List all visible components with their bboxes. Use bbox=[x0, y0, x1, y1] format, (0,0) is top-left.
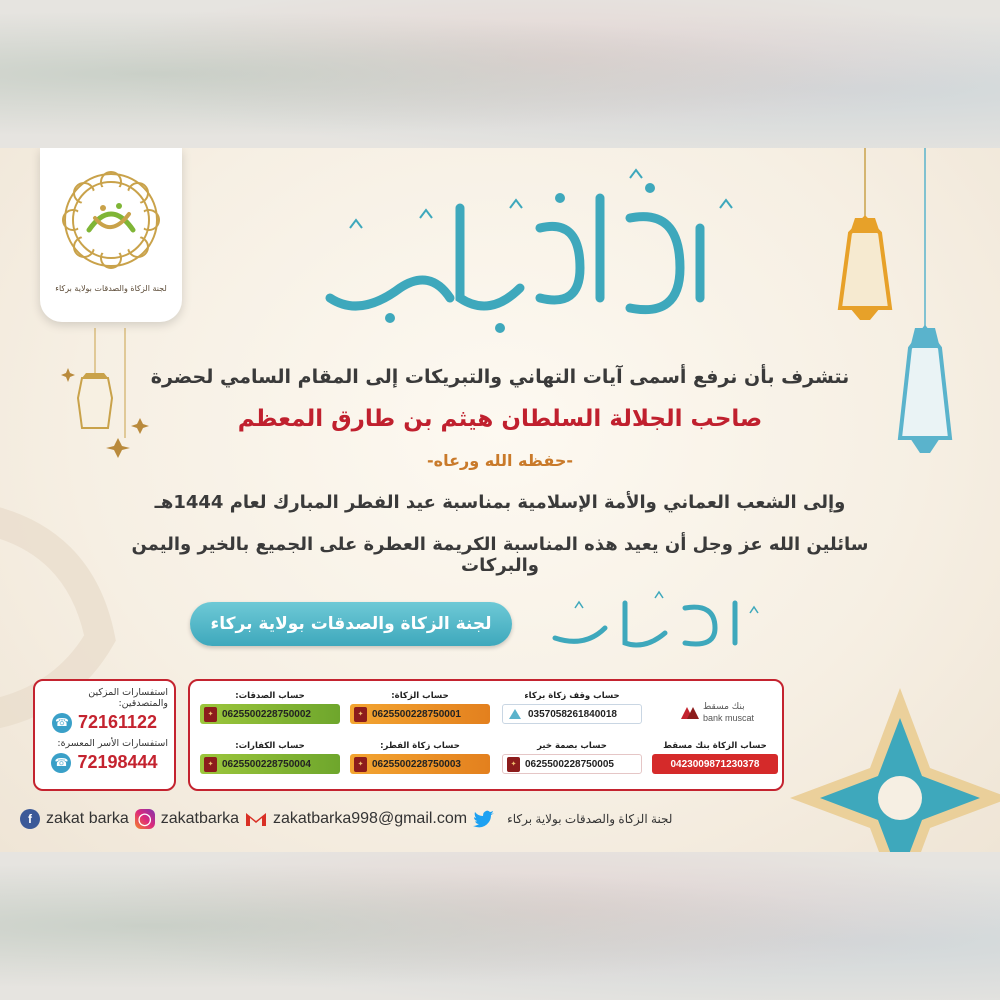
eid-mubarak-calligraphy bbox=[300, 168, 740, 338]
bank-muscat-name-ar: بنك مسقط bbox=[703, 702, 745, 712]
greeting-line-5: سائلين الله عز وجل أن يعيد هذه المناسبة الكريمة العطرة على الجميع بالخير واليمن والبركات bbox=[131, 534, 869, 576]
zakat-logo-icon: ✦ bbox=[204, 707, 217, 722]
account-waqf bbox=[502, 691, 642, 724]
account-label: حساب الزكاة بنك مسقط bbox=[663, 741, 767, 751]
committee-name-button: لجنة الزكاة والصدقات بولاية بركاء bbox=[190, 602, 512, 646]
account-zakat bbox=[350, 691, 490, 724]
bottom-right-pattern-decoration bbox=[770, 628, 1000, 852]
account-label: حساب زكاة الفطر: bbox=[380, 741, 460, 751]
facebook-icon[interactable]: f bbox=[20, 809, 40, 829]
account-fitr bbox=[350, 741, 490, 774]
gmail-icon[interactable] bbox=[245, 811, 267, 827]
twitter-icon[interactable] bbox=[473, 810, 495, 828]
inquiry-label-donors: استفسارات المزكين والمتصدقين: bbox=[88, 687, 168, 709]
zakat-logo-icon: ✦ bbox=[354, 707, 367, 722]
bank-muscat-name-en: bank muscat bbox=[703, 713, 755, 723]
facebook-handle[interactable]: zakat barka bbox=[46, 810, 129, 827]
logo-emblem-icon bbox=[59, 168, 163, 272]
account-kaffarat bbox=[200, 741, 340, 774]
account-bar bbox=[200, 754, 340, 774]
account-bar bbox=[652, 754, 778, 774]
greeting-line-4: وإلى الشعب العماني والأمة الإسلامية بمناسبة عيد الفطر المبارك لعام 1444هـ bbox=[154, 492, 846, 513]
account-label: حساب الكفارات: bbox=[235, 741, 305, 751]
logo-caption: لجنة الزكاة والصدقات بولاية بركاء bbox=[55, 284, 167, 293]
zakat-committee-logo bbox=[40, 148, 182, 322]
account-label: حساب الزكاة: bbox=[391, 691, 449, 701]
inquiries-box bbox=[33, 679, 176, 791]
account-number[interactable]: 0625500228750005 bbox=[525, 758, 614, 770]
account-bar bbox=[502, 754, 642, 774]
bank-accounts-box bbox=[188, 679, 784, 791]
instagram-icon[interactable]: ◯ bbox=[135, 809, 155, 829]
blurred-background-bottom bbox=[0, 852, 1000, 1000]
inquiry-label-families: استفسارات الأسر المعسرة: bbox=[57, 738, 168, 749]
account-number[interactable]: 0625500228750004 bbox=[222, 758, 311, 770]
bank-muscat-logo bbox=[677, 697, 767, 727]
account-bar bbox=[350, 754, 490, 774]
inquiry-phone-row-1[interactable] bbox=[41, 712, 168, 733]
account-sadaqat bbox=[200, 691, 340, 724]
account-bar bbox=[502, 704, 642, 724]
account-label: حساب وقف زكاة بركاء bbox=[524, 691, 620, 701]
email-address[interactable]: zakatbarka998@gmail.com bbox=[272, 810, 468, 827]
twitter-handle[interactable]: لجنة الزكاة والصدقات بولاية بركاء bbox=[507, 812, 673, 826]
blurred-background-top bbox=[0, 0, 1000, 148]
eid-fitr-saeed-calligraphy bbox=[535, 588, 775, 658]
zakat-logo-icon: ✦ bbox=[204, 757, 217, 772]
sultan-name-line: صاحب الجلالة السلطان هيثم بن طارق المعظم bbox=[237, 406, 763, 432]
zakat-logo-icon: ✦ bbox=[354, 757, 367, 772]
blessing-line: -حفظه الله ورعاه- bbox=[426, 451, 574, 470]
eid-greeting-card bbox=[0, 148, 1000, 852]
account-number[interactable]: 0423009871230378 bbox=[670, 758, 760, 770]
phone-icon: ☎ bbox=[52, 713, 72, 733]
account-basma bbox=[502, 741, 642, 774]
account-number[interactable]: 0625500228750002 bbox=[222, 708, 311, 720]
account-bank-muscat bbox=[652, 741, 778, 774]
zakat-logo-icon: ✦ bbox=[507, 757, 520, 772]
account-number[interactable]: 0357058261840018 bbox=[528, 708, 617, 720]
waqf-logo-icon bbox=[507, 707, 523, 721]
account-number[interactable]: 0625500228750003 bbox=[372, 758, 461, 770]
account-number[interactable]: 0625500228750001 bbox=[372, 708, 461, 720]
instagram-handle[interactable]: zakatbarka bbox=[160, 810, 239, 827]
left-lantern-icon bbox=[60, 328, 150, 468]
account-bar bbox=[350, 704, 490, 724]
inquiry-phone-row-2[interactable] bbox=[41, 752, 168, 773]
inquiry-phone-1[interactable]: 72161122 bbox=[77, 712, 158, 732]
social-footer bbox=[20, 806, 800, 832]
phone-icon: ☎ bbox=[51, 753, 71, 773]
greeting-line-1: نتشرف بأن نرفع أسمى آيات التهاني والتبريكات إلى المقام السامي لحضرة bbox=[150, 366, 850, 388]
account-label: حساب الصدقات: bbox=[235, 691, 305, 701]
account-label: حساب بصمة خير bbox=[537, 741, 607, 751]
inquiry-phone-2[interactable]: 72198444 bbox=[77, 752, 158, 772]
account-bar bbox=[200, 704, 340, 724]
